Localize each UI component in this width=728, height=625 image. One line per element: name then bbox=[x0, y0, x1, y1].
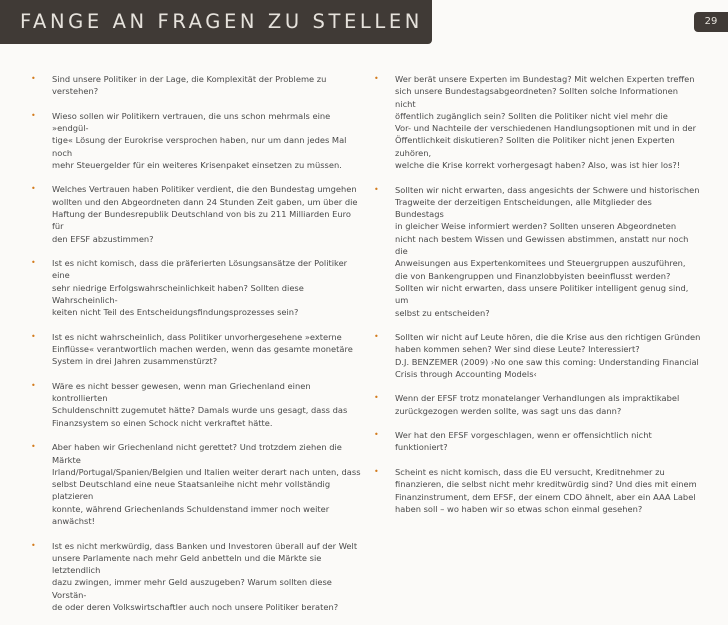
question-text: Wer berät unsere Experten im Bundestag? Mit welchen Experten treffen sich unsere Bundestagsabgeordneten? Sollten solche Informationen nicht öffentlich zugänglich sein? Sollten die Politiker nicht viel mehr die Vor- und Nachteile der verschiedenen Handlungsoptionen mit und in der Öffentlichkeit diskutieren? Sollten die Politiker nicht jenen Experten zuhören, welche die Krise korrekt vorhergesagt haben? Also, was ist hier los?! bbox=[395, 74, 697, 171]
question-text: Sollten wir nicht auf Leute hören, die die Krise aus den richtigen Gründen haben kommen sehen? Wer sind diese Leute? Interessiert? D.J. BENZEMER (2009) ›No one saw this coming: Understanding Financial Crisis through Accounting Models‹ bbox=[395, 332, 701, 379]
bullet-icon: • bbox=[374, 430, 379, 440]
bullet-icon: • bbox=[374, 74, 379, 83]
question-item bbox=[371, 466, 701, 515]
question-text: Wieso sollen wir Politikern vertrauen, die uns schon mehrmals eine »endgül- tige« Lösung der Eurokrise versprochen haben, nur um dann jedes Mal noch mehr Steuergelder für ein weiteres Krisenpaket einsetzen zu müssen. bbox=[52, 110, 347, 170]
bullet-icon: • bbox=[31, 258, 36, 268]
bullet-icon: • bbox=[374, 466, 379, 476]
right-column bbox=[371, 73, 701, 527]
question-text: Ist es nicht komisch, dass die präferierten Lösungsansätze der Politiker eine sehr niedrige Erfolgswahrscheinlichkeit haben? Sollten diese Wahrscheinlich- keiten nicht Teil des Entscheidungsfindungsprozesses sein? bbox=[52, 258, 348, 318]
question-item bbox=[28, 380, 361, 429]
chapter-header-bar bbox=[0, 0, 432, 44]
bullet-icon: • bbox=[374, 393, 379, 403]
question-item bbox=[28, 257, 361, 318]
question-item bbox=[371, 73, 701, 171]
bullet-icon: • bbox=[31, 331, 36, 341]
question-text: Wenn der EFSF trotz monatelanger Verhandlungen als impraktikabel zurückgezogen werden sollte, was sagt uns das dann? bbox=[395, 393, 680, 416]
chapter-title: FANGE AN FRAGEN ZU STELLEN bbox=[20, 10, 423, 33]
bullet-icon: • bbox=[31, 380, 36, 390]
question-text: Sollten wir nicht erwarten, dass angesichts der Schwere und historischen Tragweite der derzeitigen Entscheidungen, alle Mitglieder des Bundestags in gleicher Weise informiert werden? Sollten unseren Abgeordneten nicht nach bestem Wissen und Gewissen abstimmen, anstatt nur noch die Anweisungen aus Expertenkomitees und Steuergruppen auszuführen, die von Bankengruppen und Finanzlobbyisten beeinflusst werden? Sollten wir nicht erwarten, dass unsere Politiker intelligent genug sind, um selbst zu entscheiden? bbox=[395, 184, 700, 318]
question-item bbox=[371, 184, 701, 319]
question-item bbox=[371, 429, 701, 454]
bullet-icon: • bbox=[374, 184, 379, 194]
question-text: Ist es nicht wahrscheinlich, dass Politiker unvorhergesehene »externe Einflüsse« verantwortlich machen werden, wenn das gesamte monetäre System in drei Jahren zusammenstürzt? bbox=[52, 331, 353, 367]
question-item bbox=[28, 110, 361, 171]
bullet-icon: • bbox=[31, 442, 36, 452]
question-item bbox=[371, 392, 701, 417]
question-text: Wäre es nicht besser gewesen, wenn man Griechenland einen kontrollierten Schuldenschnitt zugemutet hätte? Damals wurde uns gesagt, dass das Finanzsystem so einen Schock nicht verkraftet hätte. bbox=[52, 380, 348, 428]
page-number: 29 bbox=[694, 12, 728, 32]
question-text: Wer hat den EFSF vorgeschlagen, wenn er offensichtlich nicht funktioniert? bbox=[395, 430, 652, 453]
question-text: Sind unsere Politiker in der Lage, die Komplexität der Probleme zu verstehen? bbox=[52, 74, 327, 97]
question-item bbox=[28, 331, 361, 368]
question-text: Scheint es nicht komisch, dass die EU versucht, Kreditnehmer zu finanzieren, die selbst nicht mehr kreditwürdig sind? Und dies mit einem Finanzinstrument, dem EFSF, der einem CDO ähnelt, aber ein AAA Label haben soll – wo haben wir so etwas schon einmal gesehen? bbox=[395, 466, 697, 514]
question-item bbox=[28, 540, 361, 614]
bullet-icon: • bbox=[374, 332, 379, 342]
question-item bbox=[28, 73, 361, 98]
question-item bbox=[28, 441, 361, 527]
question-text: Welches Vertrauen haben Politiker verdient, die den Bundestag umgehen wollten und den Abgeordneten dann 24 Stunden Zeit gaben, um über die Haftung der Bundesrepublik Deutschland von bis zu 211 Milliarden Euro für den EFSF abzustimmen? bbox=[52, 184, 358, 244]
bullet-icon: • bbox=[31, 184, 36, 194]
question-text: Ist es nicht merkwürdig, dass Banken und Investoren überall auf der Welt unsere Parlamente nach mehr Geld anbetteln und die Märkte sie letztendlich dazu zwingen, immer mehr Geld auszugeben? Warum sollten diese Vorstän- de oder deren Volkswirtschaftler auch noch unsere Politiker beraten? bbox=[52, 540, 358, 612]
bullet-icon: • bbox=[31, 74, 36, 83]
left-column bbox=[28, 73, 361, 625]
bullet-icon: • bbox=[31, 110, 36, 120]
question-item bbox=[28, 183, 361, 244]
bullet-icon: • bbox=[31, 540, 36, 550]
question-item bbox=[371, 331, 701, 380]
question-text: Aber haben wir Griechenland nicht gerettet? Und trotzdem ziehen die Märkte Irland/Portugal/Spanien/Belgien und Italien weiter derart nach unten, dass selbst Deutschland eine neue Staatsanleihe nicht mehr vollständig platzieren konnte, während Griechenlands Schuldenstand immer noch weiter anwächst! bbox=[52, 442, 361, 527]
